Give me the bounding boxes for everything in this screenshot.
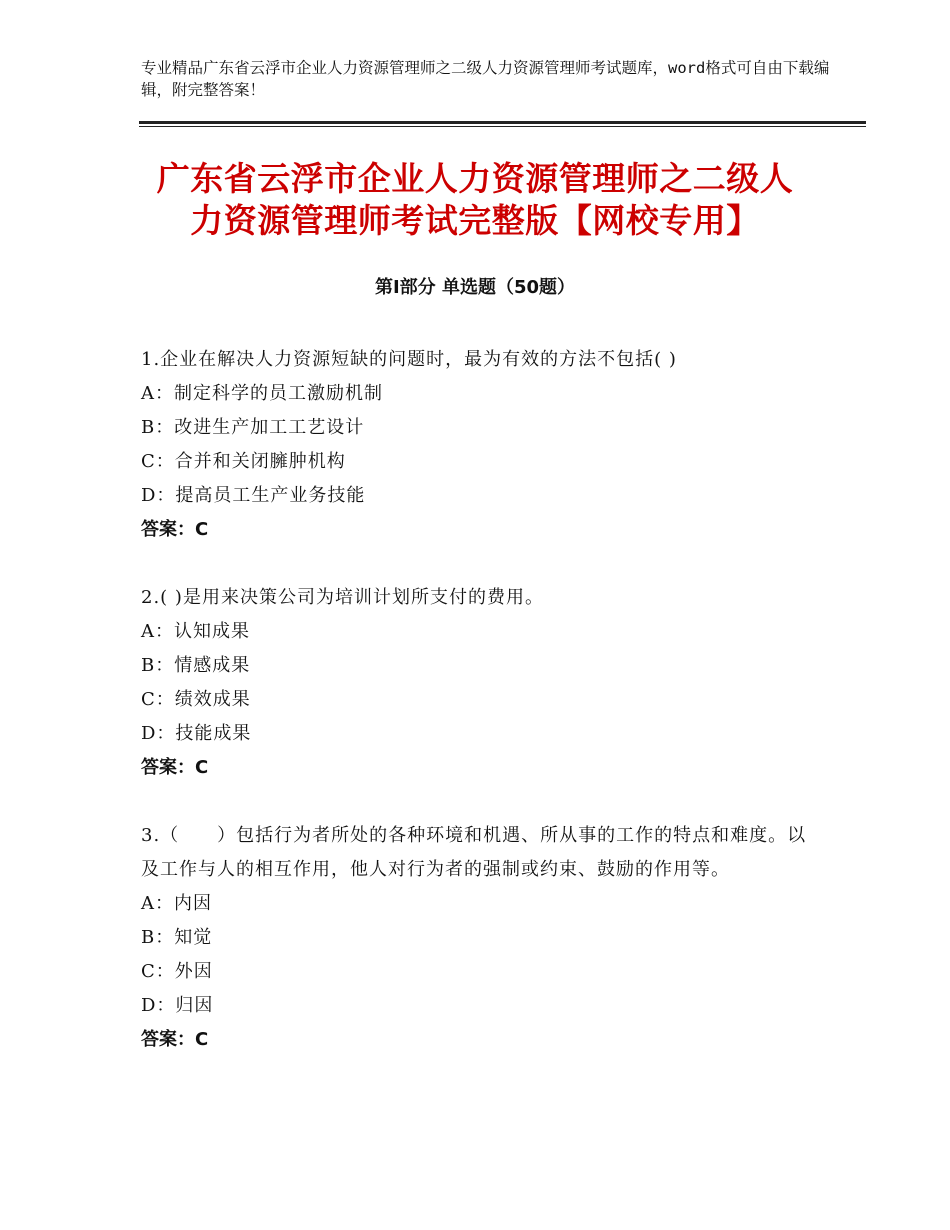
- option-a: A：内因: [141, 893, 212, 914]
- question-2: [141, 581, 811, 785]
- option-d: D：归因: [141, 995, 214, 1016]
- section-title: 第Ⅰ部分 单选题（50题）: [374, 277, 575, 298]
- option-d: D：提高员工生产业务技能: [141, 485, 366, 506]
- option-a: A：制定科学的员工激励机制: [141, 383, 383, 404]
- header-divider-thin: [139, 126, 866, 127]
- document-title: [100, 158, 850, 242]
- question-3: [141, 819, 811, 1057]
- option-d: D：技能成果: [141, 723, 252, 744]
- title-line-2: 力资源管理师考试完整版【网校专用】: [190, 201, 760, 240]
- title-line-1: 广东省云浮市企业人力资源管理师之二级人: [156, 159, 794, 198]
- option-b: B：知觉: [141, 927, 213, 948]
- answer-line: 答案：C: [141, 757, 209, 778]
- header-divider-thick: [139, 121, 866, 124]
- option-b: B：情感成果: [141, 655, 251, 676]
- question-list: [141, 343, 811, 1091]
- option-c: C：绩效成果: [141, 689, 251, 710]
- option-b: B：改进生产加工工艺设计: [141, 417, 365, 438]
- answer-line: 答案：C: [141, 519, 209, 540]
- option-c: C：外因: [141, 961, 213, 982]
- question-stem: 1.企业在解决人力资源短缺的问题时，最为有效的方法不包括( ): [141, 349, 677, 370]
- answer-line: 答案：C: [141, 1029, 209, 1050]
- question-stem: 3.（ ）包括行为者所处的各种环境和机遇、所从事的工作的特点和难度。以及工作与人的相互作用，他人对行为者的强制或约束、鼓励的作用等。: [141, 825, 807, 880]
- header-note: 专业精品广东省云浮市企业人力资源管理师之二级人力资源管理师考试题库，word格式可自由下载编辑，附完整答案！: [141, 59, 830, 99]
- option-c: C：合并和关闭臃肿机构: [141, 451, 346, 472]
- question-1: [141, 343, 811, 547]
- question-stem: 2.( )是用来决策公司为培训计划所支付的费用。: [141, 587, 544, 608]
- option-a: A：认知成果: [141, 621, 250, 642]
